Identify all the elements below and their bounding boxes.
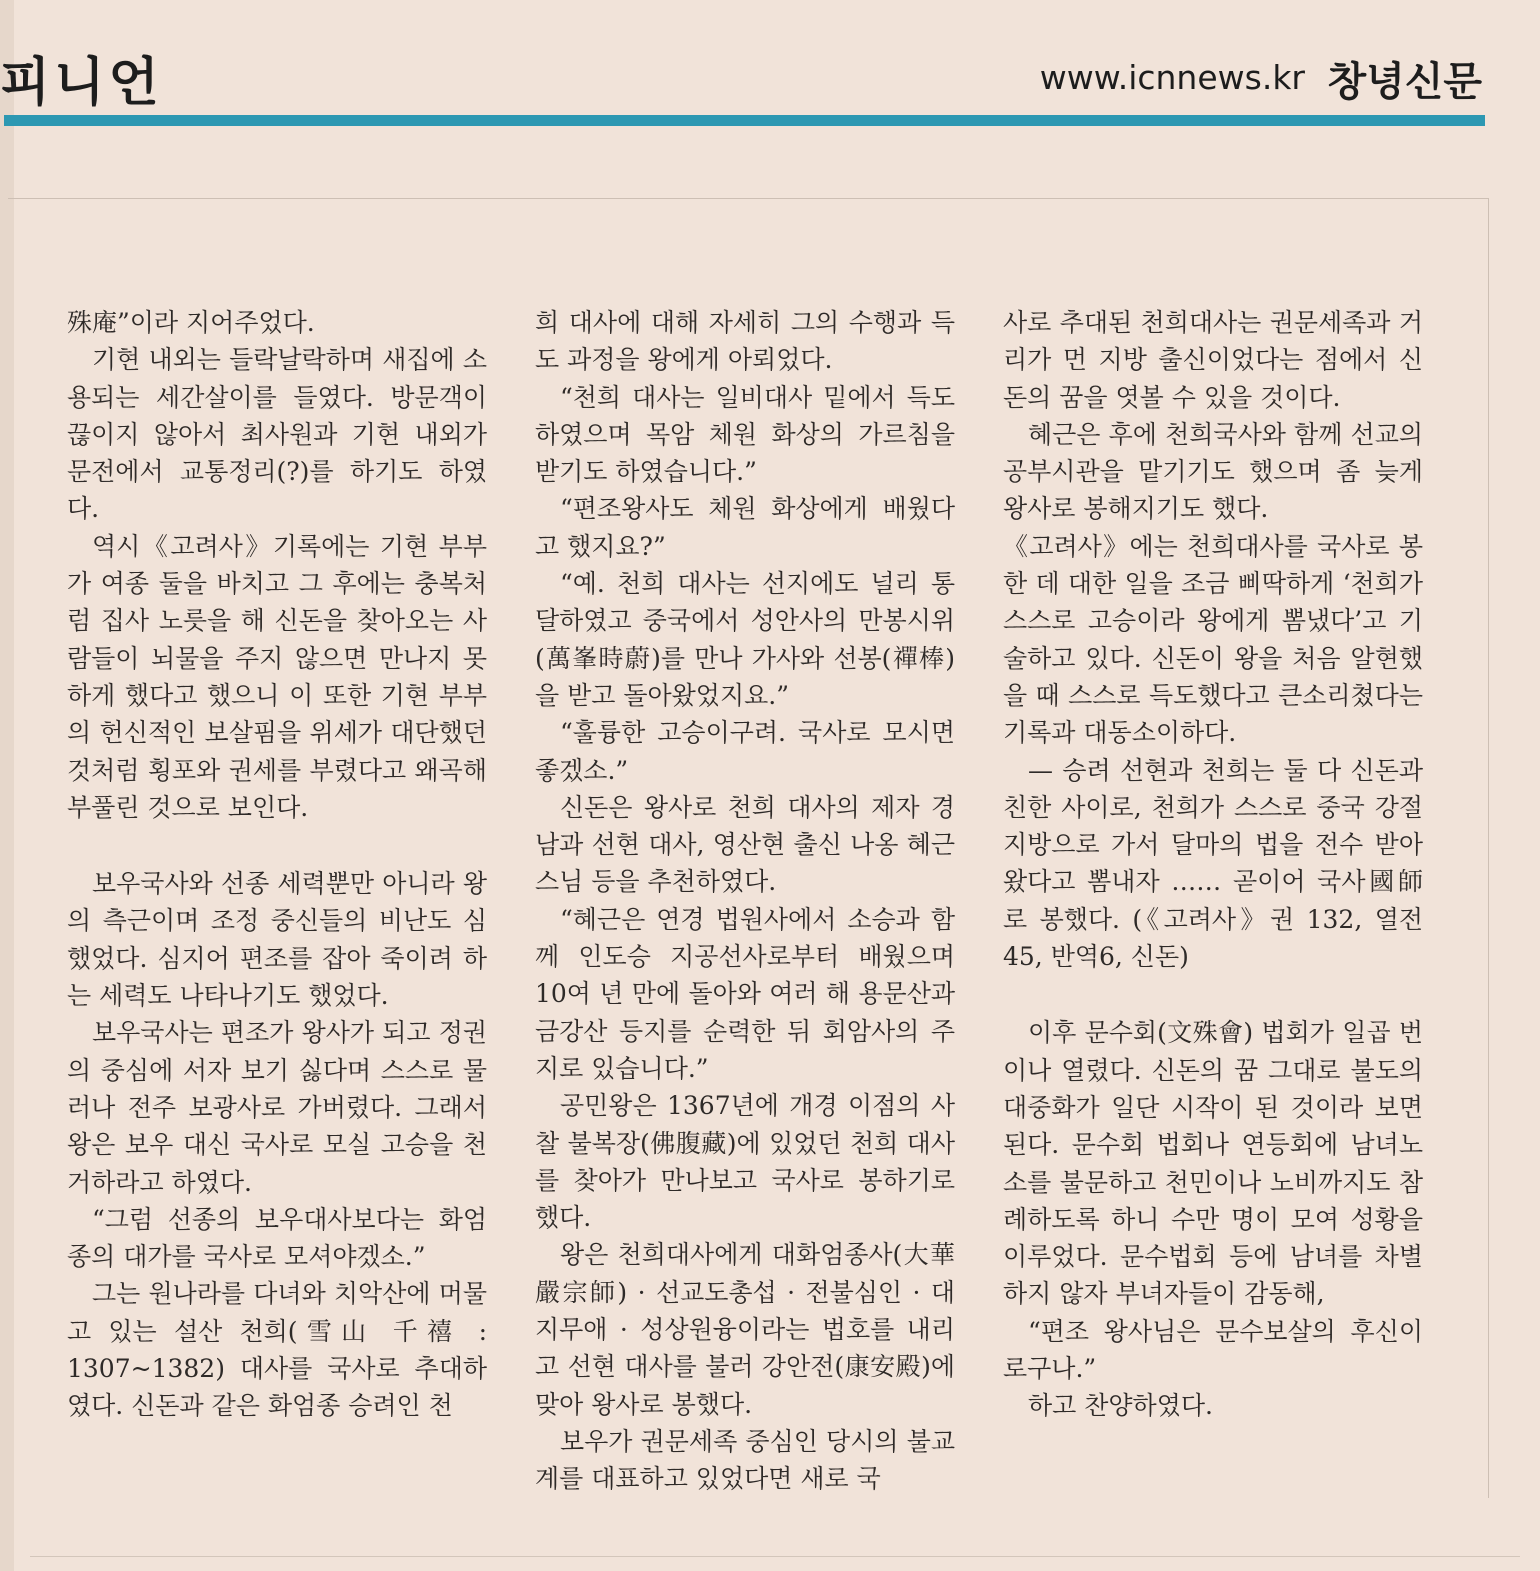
article-paragraph: 보우국사와 선종 세력뿐만 아니라 왕의 측근이며 조정 중신들의 비난도 심했었다. 심지어 편조를 잡아 죽이려 하는 세력도 나타나기도 했었다. — [67, 869, 487, 1011]
article-paragraph: “편조 왕사님은 문수보살의 후신이로구나.” — [1003, 1316, 1423, 1384]
article-frame-top — [8, 198, 1488, 199]
newspaper-name: 창녕신문 — [1327, 59, 1482, 105]
article-paragraph: 그는 원나라를 다녀와 치악산에 머물고 있는 설산 천희(雪山 千禧 : 1307~1382) 대사를 국사로 추대하였다. 신돈과 같은 화엄종 승려인 천 — [67, 1279, 487, 1421]
article-paragraph: 보우국사는 편조가 왕사가 되고 정권의 중심에 서자 보기 싫다며 스스로 물러나 전주 보광사로 가버렸다. 그래서 왕은 보우 대신 국사로 모실 고승을 천거하라고 하였다. — [67, 1018, 487, 1197]
article-frame-right — [1488, 198, 1489, 1498]
article-paragraph: “혜근은 연경 법원사에서 소승과 함께 인도승 지공선사로부터 배웠으며 10여 년 만에 돌아와 여러 해 용문산과 금강산 등지를 순력한 뒤 회암사의 주지로 있습니다.” — [535, 904, 955, 1083]
article-paragraph: 사로 추대된 천희대사는 권문세족과 거리가 먼 지방 출신이었다는 점에서 신돈의 꿈을 엿볼 수 있을 것이다. — [1003, 308, 1423, 412]
article-paragraph: 기현 내외는 들락날락하며 새집에 소용되는 세간살이를 들였다. 방문객이 끊이지 않아서 최사원과 기현 내외가 문전에서 교통정리(?)를 하기도 하였다. — [67, 345, 487, 524]
article-paragraph: “천희 대사는 일비대사 밑에서 득도하였으며 목암 체원 화상의 가르침을 받기도 하였습니다.” — [535, 382, 955, 487]
article-paragraph: 혜근은 후에 천희국사와 함께 선교의 공부시관을 맡기기도 했으며 좀 늦게 왕사로 봉해지기도 했다. — [1003, 419, 1423, 524]
section-title: 피니언 — [0, 53, 163, 113]
paragraph-gap — [1003, 975, 1423, 1014]
article-paragraph: 《고려사》에는 천희대사를 국사로 봉한 데 대한 일을 조금 삐딱하게 ‘천희가 스스로 고승이라 왕에게 뽐냈다’고 기술하고 있다. 신돈이 왕을 처음 알현했을 때 스스로 득도했다고 큰소리쳤다는 기록과 대동소이하다. — [1003, 531, 1423, 748]
article-paragraph: 보우가 권문세족 중심인 당시의 불교계를 대표하고 있었다면 새로 국 — [535, 1426, 955, 1494]
article-paragraph: “훌륭한 고승이구려. 국사로 모시면 좋겠소.” — [535, 718, 955, 785]
article-column-3 — [1003, 304, 1423, 1425]
article-paragraph: 殊庵”이라 지어주었다. — [67, 308, 315, 337]
article-paragraph: 공민왕은 1367년에 개경 이점의 사찰 불복장(佛腹藏)에 있었던 천희 대사를 찾아가 만나보고 국사로 봉하기로 했다. — [535, 1091, 955, 1233]
article-column-1 — [67, 304, 487, 1425]
paragraph-gap — [67, 826, 487, 865]
site-url: www.icnnews.kr — [1039, 58, 1305, 97]
page-edge — [0, 0, 14, 1571]
article-paragraph: 신돈은 왕사로 천희 대사의 제자 경남과 선현 대사, 영산현 출신 나옹 혜근 스님 등을 추천하였다. — [535, 792, 955, 897]
article-paragraph: 희 대사에 대해 자세히 그의 수행과 득도 과정을 왕에게 아뢰었다. — [535, 308, 955, 375]
article-paragraph: — 승려 선현과 천희는 둘 다 신돈과 친한 사이로, 천희가 스스로 중국 강절 지방으로 가서 달마의 법을 전수 받아 왔다고 뽐내자 …… 곧이어 국사國師로 봉했다. (《고려사》권 132, 열전45, 반역6, 신돈) — [1003, 755, 1423, 972]
article-paragraph: 하고 찬양하였다. — [1028, 1391, 1213, 1421]
article-paragraph: 이후 문수회(文殊會) 법회가 일곱 번이나 열렸다. 신돈의 꿈 그대로 불도의 대중화가 일단 시작이 된 것이라 보면 된다. 문수회 법회나 연등회에 남녀노소를 불문하고 천민이나 노비까지도 참례하도록 하니 수만 명이 모여 성황을 이루었다. 문수법회 등에 남녀를 차별하지 않자 부녀자들이 감동해, — [1003, 1018, 1423, 1309]
article-paragraph: “예. 천희 대사는 선지에도 널리 통달하였고 중국에서 성안사의 만봉시위(萬峯時蔚)를 만나 가사와 선봉(禪棒)을 받고 돌아왔었지요.” — [535, 569, 955, 710]
header-rule — [4, 115, 1485, 126]
article-paragraph: 왕은 천희대사에게 대화엄종사(大華嚴宗師) · 선교도총섭 · 전불심인 · 대지무애 · 성상원융이라는 법호를 내리고 선현 대사를 불러 강안전(康安殿)에 맞아 왕사로 봉했다. — [535, 1240, 955, 1419]
article-paragraph: “그럼 선종의 보우대사보다는 화엄종의 대가를 국사로 모셔야겠소.” — [67, 1204, 487, 1272]
article-frame-bottom — [30, 1556, 1520, 1557]
article-paragraph: “편조왕사도 체원 화상에게 배웠다고 했지요?” — [535, 494, 955, 561]
article-paragraph: 역시《고려사》기록에는 기현 부부가 여종 둘을 바치고 그 후에는 충복처럼 집사 노릇을 해 신돈을 찾아오는 사람들이 뇌물을 주지 않으면 만나지 못하게 했다고 했으니 이 또한 기현 부부의 헌신적인 보살핌을 위세가 대단했던 것처럼 횡포와 권세를 부렸다고 왜곡해 부풀린 것으로 보인다. — [67, 531, 487, 822]
article-column-2 — [535, 304, 955, 1498]
